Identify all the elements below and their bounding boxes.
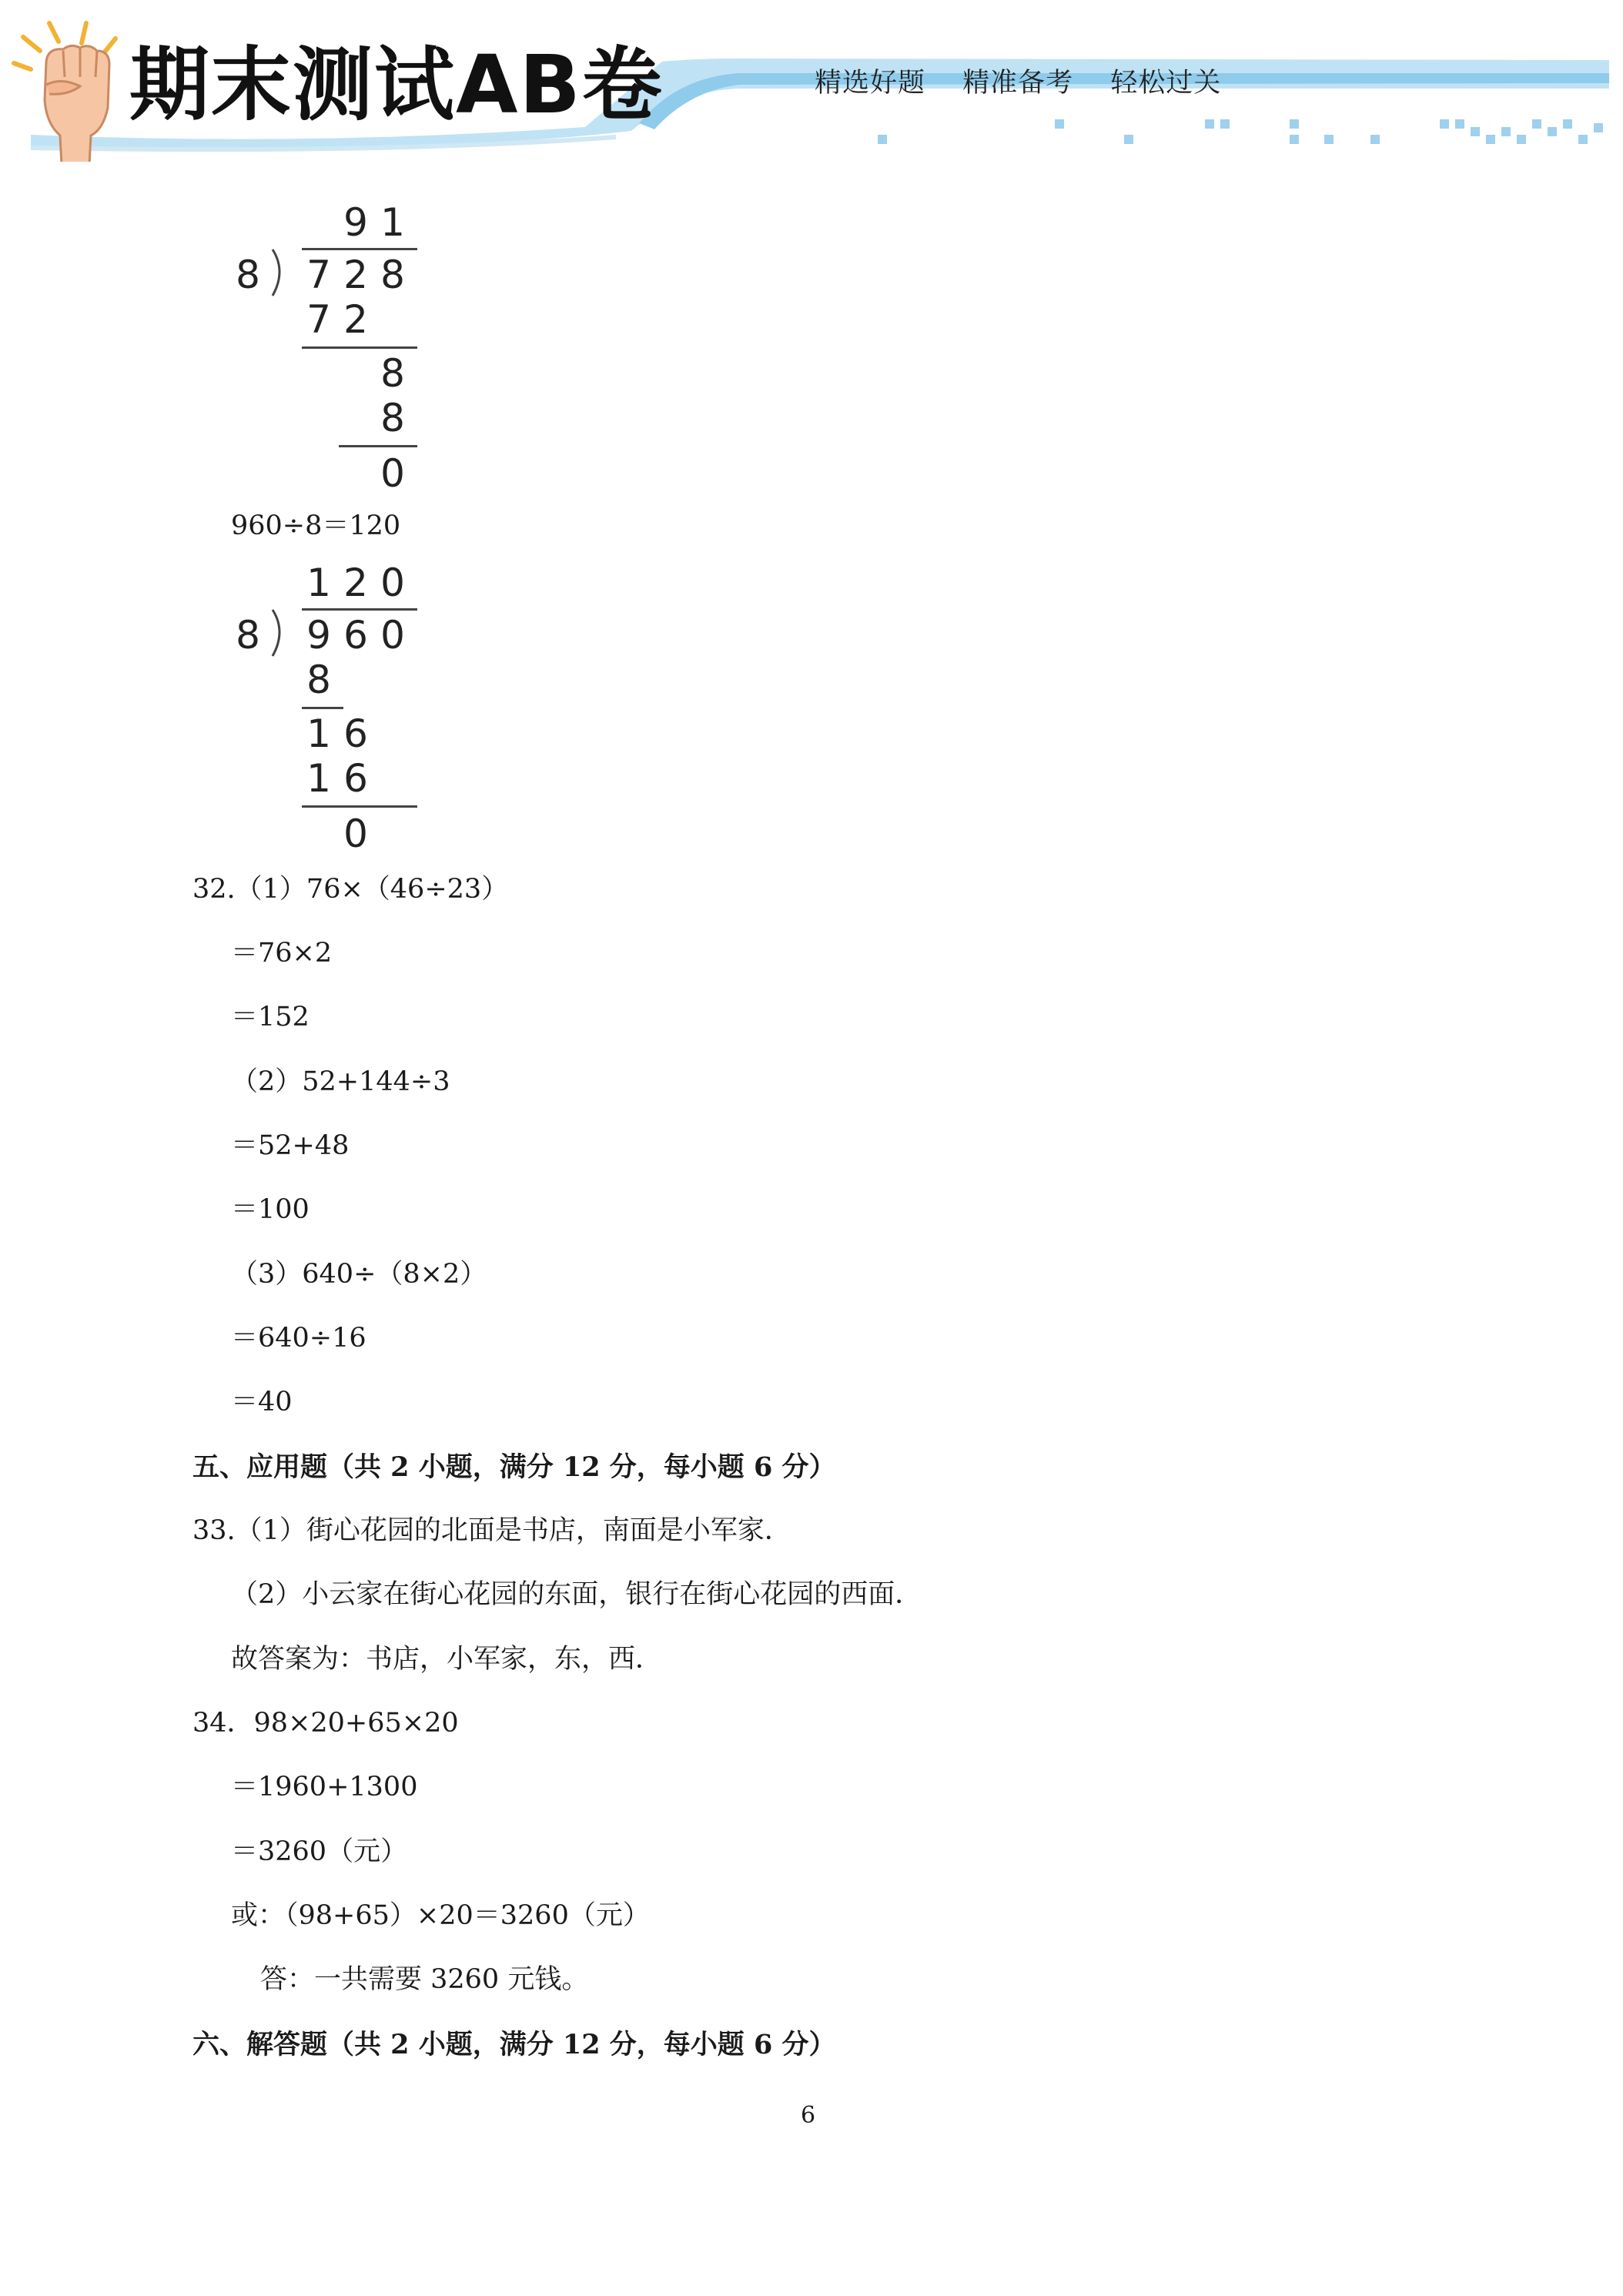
division-bar (302, 248, 417, 250)
remainder-digit: 1 (306, 711, 331, 756)
quotient-digit: 1 (380, 200, 405, 245)
slogan-item: 精准备考 (962, 68, 1074, 99)
step-digit: 6 (343, 756, 368, 801)
divisor: 8 (236, 253, 260, 297)
divisor: 8 (236, 613, 260, 658)
step-rule (302, 805, 417, 808)
dividend-digit: 2 (343, 253, 368, 297)
brand-title: 期末测试AB卷 (129, 38, 664, 132)
q32-part3-step2: ＝40 (231, 1387, 293, 1417)
q33-line2: （2）小云家在街心花园的东面，银行在街心花园的西面． (231, 1579, 922, 1610)
q32-part1: 32.（1）76×（46÷23） (192, 874, 509, 905)
q34-line3: ＝3260（元） (231, 1836, 408, 1867)
remainder-digit: 0 (380, 451, 405, 496)
q32-part2-step2: ＝100 (231, 1194, 310, 1225)
step-digit: 1 (306, 756, 331, 801)
q34-line1: 34．98×20+65×20 (192, 1708, 459, 1739)
step-digit: 8 (380, 396, 405, 440)
quotient-digit: 1 (306, 561, 331, 605)
section-heading-6: 六、解答题（共 2 小题，满分 12 分，每小题 6 分） (192, 2029, 836, 2060)
dividend-digit: 7 (306, 253, 331, 297)
banner-dots (878, 119, 1603, 144)
q33-line3: 故答案为：书店，小军家，东，西． (231, 1644, 663, 1675)
step-digit: 2 (343, 297, 368, 342)
quotient-digit: 9 (343, 200, 368, 245)
division-bracket (269, 608, 288, 658)
q34-line4: 或：（98+65）×20＝3260（元） (231, 1900, 650, 1931)
quotient-digit: 0 (380, 561, 405, 605)
section-heading-5: 五、应用题（共 2 小题，满分 12 分，每小题 6 分） (192, 1451, 836, 1483)
step-rule (302, 346, 417, 349)
step-rule (339, 445, 417, 447)
dividend-digit: 6 (343, 613, 368, 658)
step-rule (302, 707, 343, 709)
slogan (815, 62, 1249, 100)
q32-part2-step1: ＝52+48 (231, 1130, 350, 1161)
step-digit: 8 (306, 658, 331, 702)
slogan-item: 轻松过关 (1110, 68, 1222, 99)
q33-line1: 33.（1）街心花园的北面是书店，南面是小军家． (192, 1515, 791, 1546)
remainder-digit: 6 (343, 711, 368, 756)
long-division-960 (231, 561, 431, 856)
division-bar (302, 608, 417, 611)
header-banner (0, 0, 1623, 162)
page-number: 6 (801, 2102, 816, 2129)
dividend-digit: 0 (380, 613, 405, 658)
q34-line2: ＝1960+1300 (231, 1772, 418, 1802)
step-digit: 7 (306, 297, 331, 342)
quotient-digit: 2 (343, 561, 368, 605)
q32-part2: （2）52+144÷3 (231, 1066, 450, 1097)
equation-960: 960÷8＝120 (231, 510, 401, 541)
q32-part1-step1: ＝76×2 (231, 938, 333, 969)
division-bracket (269, 248, 288, 297)
q34-answer: 答：一共需要 3260 元钱。 (260, 1964, 589, 1995)
long-division-728 (231, 200, 431, 496)
slogan-item: 精选好题 (815, 68, 926, 99)
remainder-digit: 8 (380, 351, 405, 396)
q32-part3: （3）640÷（8×2） (231, 1259, 487, 1290)
q32-part3-step1: ＝640÷16 (231, 1323, 366, 1354)
remainder-digit: 0 (343, 812, 368, 856)
dividend-digit: 8 (380, 253, 405, 297)
q32-part1-step2: ＝152 (231, 1002, 310, 1033)
dividend-digit: 9 (306, 613, 331, 658)
